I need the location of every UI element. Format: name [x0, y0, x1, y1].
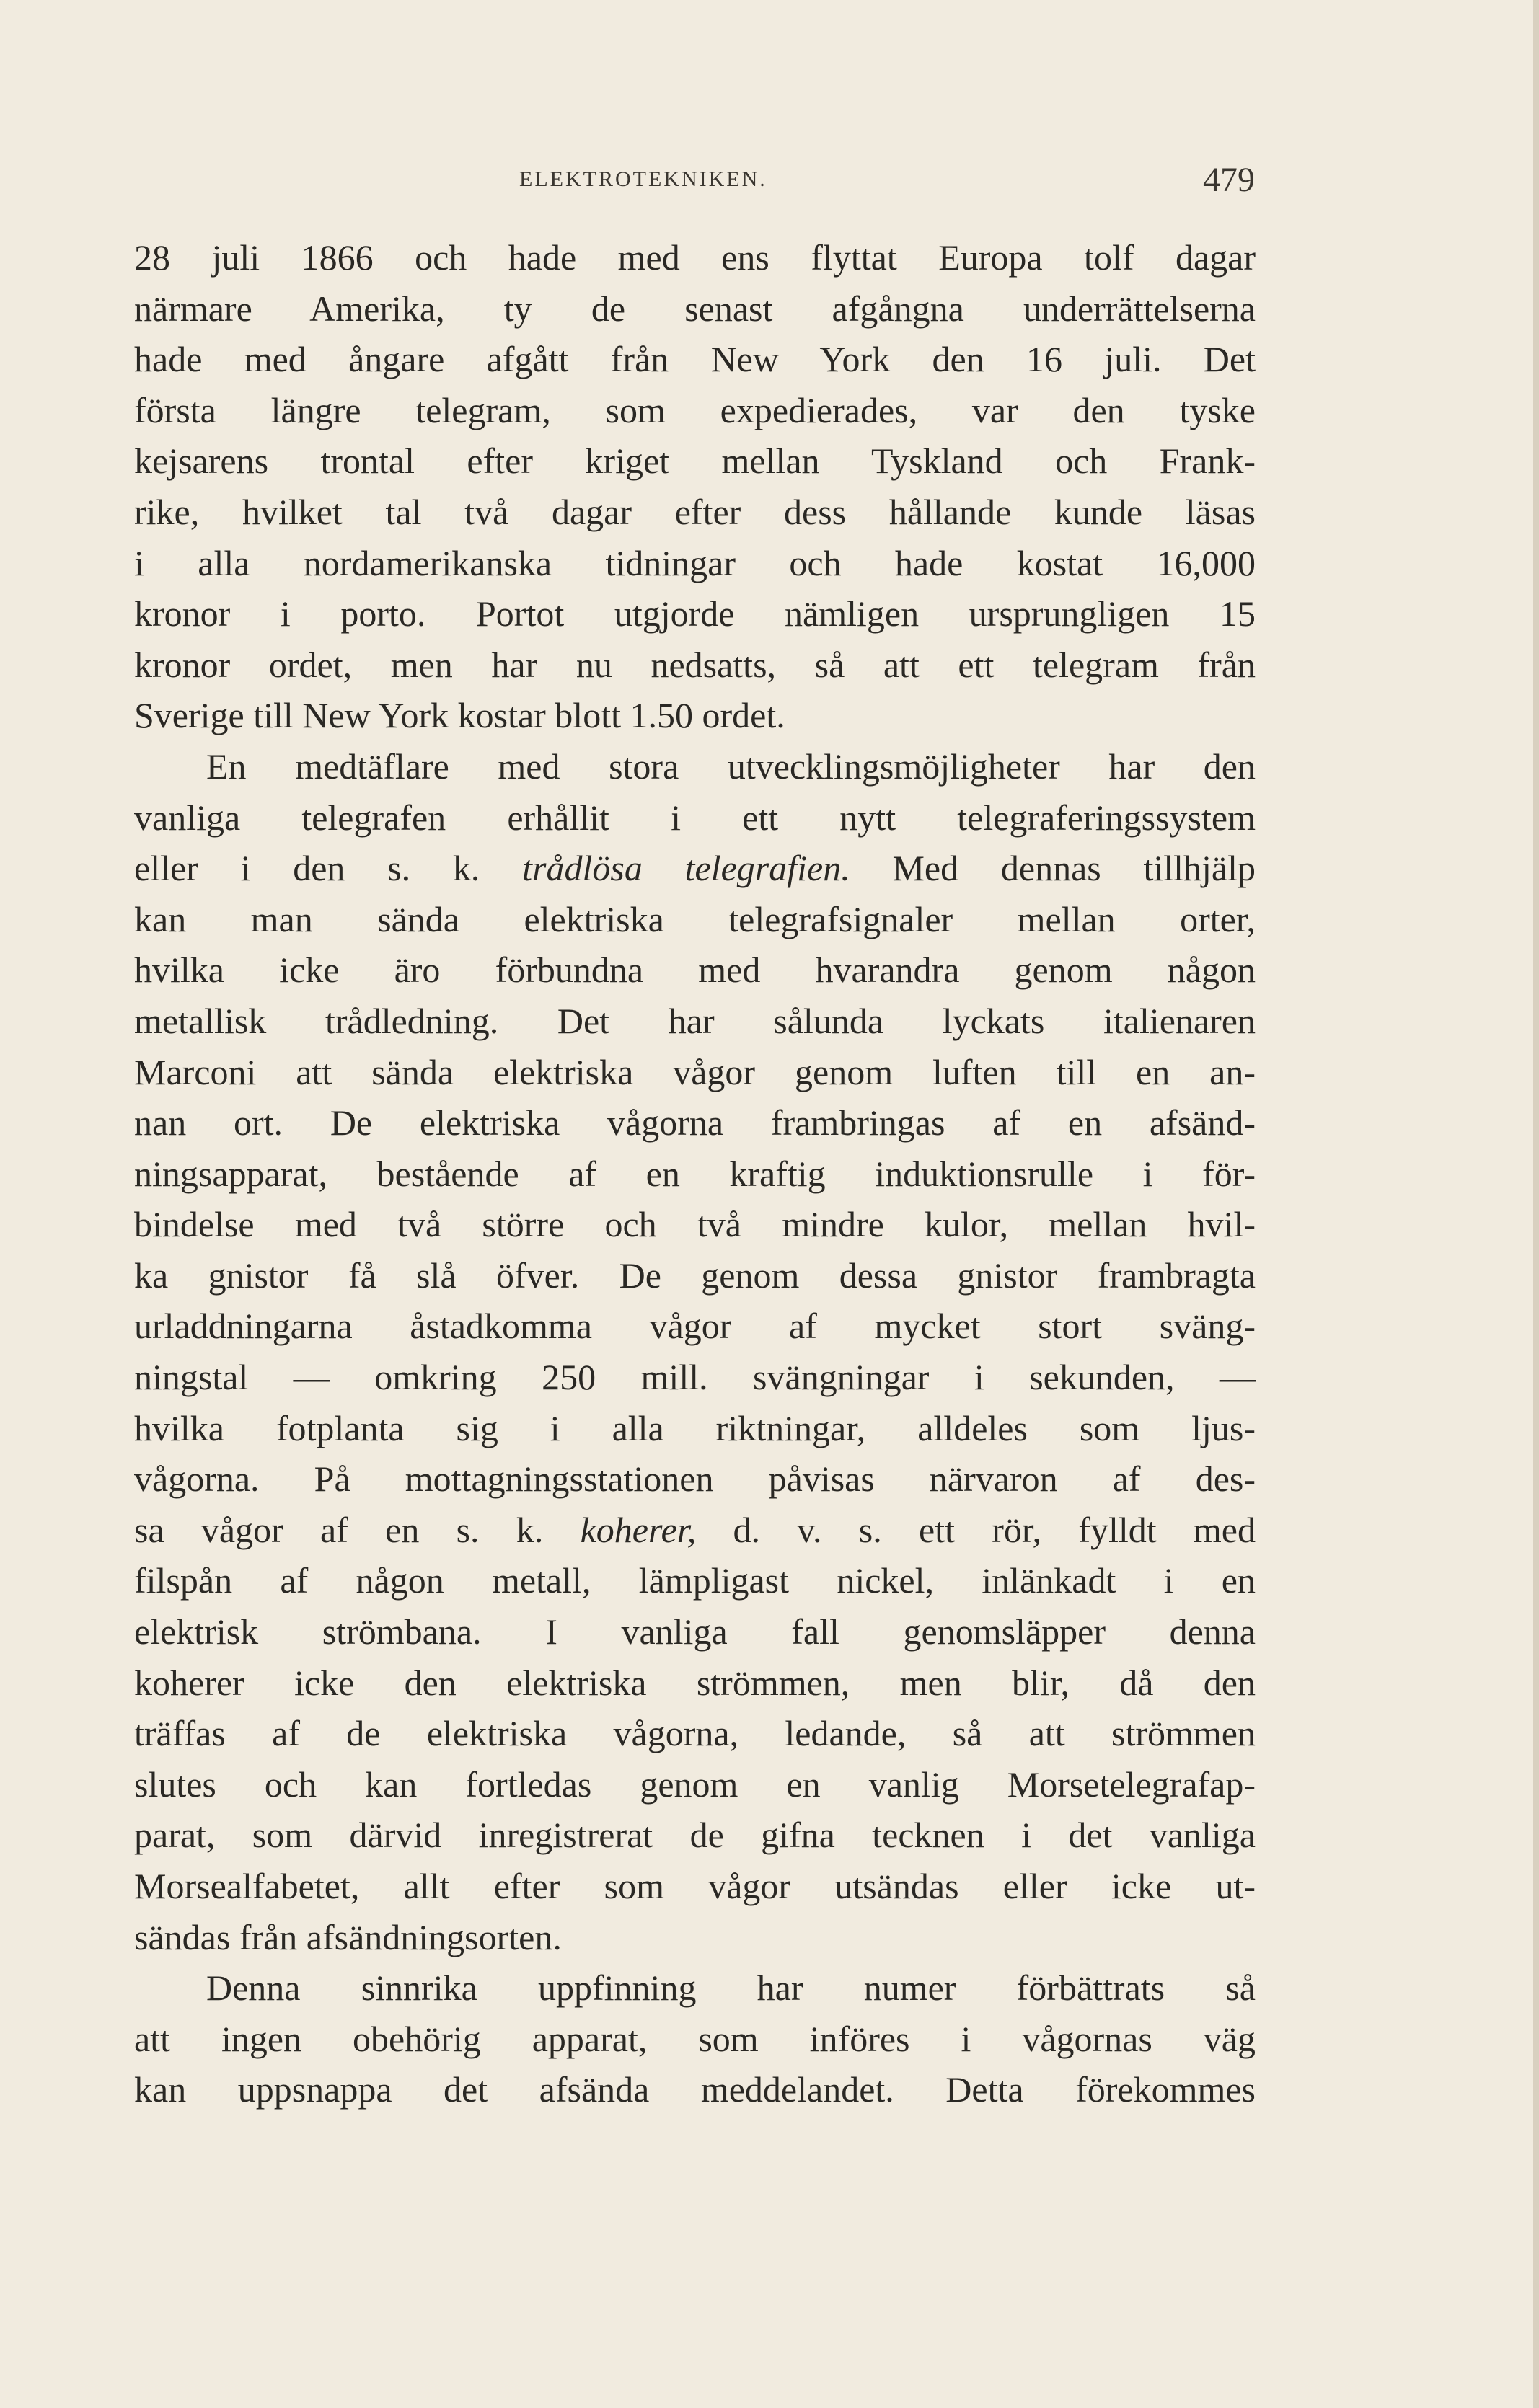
text-line: att ingen obehörig apparat, som införes i vågornas väg	[134, 2018, 1256, 2059]
page-number: 479	[1203, 161, 1255, 199]
text-line	[134, 1505, 1256, 1556]
text-line: ningstal — omkring 250 mill. svängningar i sekunden, —	[134, 1357, 1256, 1398]
text-line: urladdningarna åstadkomma vågor af mycket stort sväng-	[134, 1306, 1256, 1347]
text-line: En medtäflare med stora utvecklingsmöjligheter har den	[206, 745, 1256, 787]
text-line: kronor i porto. Portot utgjorde nämligen ursprungligen 15	[134, 593, 1256, 634]
text-line: i alla nordamerikanska tidningar och hade kostat 16,000	[134, 542, 1256, 583]
running-head: ELEKTROTEKNIKEN.	[519, 167, 767, 191]
text-line: slutes och kan fortledas genom en vanlig Morsetelegrafap-	[134, 1763, 1256, 1805]
line-segment: d. v. s. ett rör, fylldt med	[733, 1509, 1256, 1550]
text-line: vanliga telegrafen erhållit i ett nytt telegraferingssystem	[134, 797, 1256, 838]
line-segment: eller i den s. k.	[134, 848, 480, 889]
text-line: ningsapparat, bestående af en kraftig induktionsrulle i för-	[134, 1153, 1256, 1194]
text-line: Sverige till New York kostar blott 1.50 ordet.	[134, 695, 785, 736]
emphasis-term: koherer,	[580, 1509, 697, 1550]
text-line: kan uppsnappa det afsända meddelandet. Detta förekommes	[134, 2069, 1256, 2110]
text-line	[134, 843, 1256, 894]
text-line: koherer icke den elektriska strömmen, men blir, då den	[134, 1662, 1256, 1703]
text-line: vågorna. På mottagningsstationen påvisas närvaron af des-	[134, 1458, 1256, 1500]
text-line: Marconi att sända elektriska vågor genom luften till en an-	[134, 1051, 1256, 1092]
body-text	[134, 232, 1256, 2115]
text-line: kejsarens trontal efter kriget mellan Tyskland och Frank-	[134, 441, 1256, 482]
text-line: kronor ordet, men har nu nedsatts, så att ett telegram från	[134, 644, 1256, 685]
text-line: sändas från afsändningsorten.	[134, 1916, 562, 1957]
text-line: träffas af de elektriska vågorna, ledande, så att strömmen	[134, 1713, 1256, 1754]
text-line: metallisk trådledning. Det har sålunda lyckats italienaren	[134, 1000, 1256, 1041]
text-line: elektrisk strömbana. I vanliga fall genomsläpper denna	[134, 1611, 1256, 1652]
text-line: hvilka fotplanta sig i alla riktningar, alldeles som ljus-	[134, 1407, 1256, 1448]
text-line: första längre telegram, som expedierades, var den tyske	[134, 389, 1256, 430]
page-edge	[1533, 0, 1539, 2408]
text-line: nan ort. De elektriska vågorna frambringas af en afsänd-	[134, 1102, 1256, 1143]
text-line: hade med ångare afgått från New York den 16 juli. Det	[134, 339, 1256, 380]
line-segment: sa vågor af en s. k.	[134, 1509, 544, 1550]
text-line: ka gnistor få slå öfver. De genom dessa gnistor frambragta	[134, 1254, 1256, 1296]
emphasis-term: trådlösa telegrafien.	[522, 848, 850, 889]
text-line: filspån af någon metall, lämpligast nickel, inlänkadt i en	[134, 1560, 1256, 1601]
text-line: Morsealfabetet, allt efter som vågor utsändas eller icke ut-	[134, 1866, 1256, 1906]
text-line: Denna sinnrika uppfinning har numer förbättrats så	[206, 1967, 1256, 2009]
text-line: parat, som därvid inregistrerat de gifna tecknen i det vanliga	[134, 1815, 1256, 1856]
text-line: kan man sända elektriska telegrafsignaler mellan orter,	[134, 898, 1256, 939]
line-segment: Med dennas tillhjälp	[892, 848, 1256, 889]
text-line: bindelse med två större och två mindre kulor, mellan hvil-	[134, 1204, 1256, 1245]
text-line: närmare Amerika, ty de senast afgångna underrättelserna	[134, 288, 1256, 329]
text-line: 28 juli 1866 och hade med ens flyttat Europa tolf dagar	[134, 237, 1256, 278]
text-line: hvilka icke äro förbundna med hvarandra genom någon	[134, 950, 1256, 991]
text-line: rike, hvilket tal två dagar efter dess hållande kunde läsas	[134, 491, 1256, 532]
